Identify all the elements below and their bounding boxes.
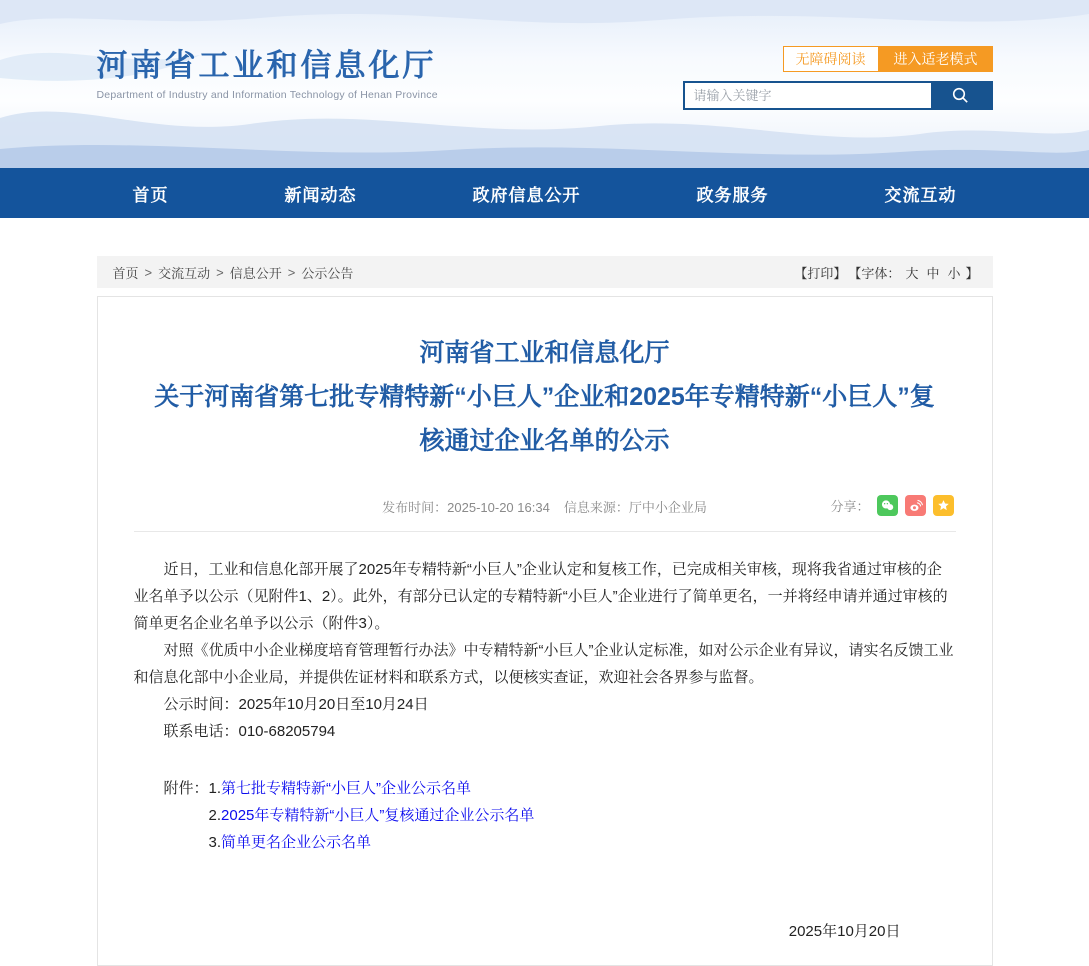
accessibility-reading-button[interactable]: 无障碍阅读 [783,46,879,72]
font-size-small-button[interactable]: 小 [947,265,961,281]
article-date: 2025年10月20日 [788,923,901,940]
attachments-label: 附件： [163,780,209,797]
publish-time: 2025-10-20 16:34 [447,500,550,515]
attachment-link-1[interactable]: 第七批专精特新“小巨人”企业公示名单 [221,780,472,797]
print-button[interactable]: 【打印】 [794,265,847,281]
nav-item-home[interactable]: 首页 [132,185,169,205]
attachment-row [134,829,956,856]
breadcrumb-interaction[interactable]: 交流互动 [158,265,211,281]
site-subtitle: Department of Industry and Information Technology of Henan Province [96,89,438,101]
font-size-label-end: 】 [965,265,979,281]
article-meta [134,497,956,519]
attachment-number: 2. [208,807,222,824]
attachment-number: 3. [208,834,222,851]
attachments-block [134,775,956,856]
site-header [0,0,1089,168]
source-label: 信息来源： [563,500,629,515]
share-favorite-star-icon[interactable] [933,495,954,516]
font-size-label: 【字体： [848,265,901,281]
contact-phone-line: 联系电话：010-68205794 [163,723,336,740]
paragraph: 近日，工业和信息化部开展了2025年专精特新“小巨人”企业认定和复核工作，已完成相关审核，现将我省通过审核的企业名单予以公示（见附件1、2）。此外，有部分已认定的专精特新“小巨人”企业进行了简单更名，一并将经申请并通过审核的简单更名企业名单予以公示（附件3）。 [133,561,948,632]
breadcrumb-separator: > [287,264,296,280]
site-title: 河南省工业和信息化厅 [96,48,437,83]
site-logo[interactable] [97,40,438,101]
search-button[interactable] [931,83,991,108]
attachment-row [134,775,956,802]
article-body [134,556,956,945]
breadcrumb-info-disclosure[interactable]: 信息公开 [229,265,282,281]
nav-item-interaction[interactable]: 交流互动 [884,185,957,205]
share-weibo-icon[interactable] [905,495,926,516]
meta-divider [134,531,956,532]
font-size-medium-button[interactable]: 中 [926,265,940,281]
publish-time-label: 发布时间： [382,500,448,515]
nav-item-gov-info[interactable]: 政府信息公开 [472,185,581,205]
source: 厅中小企业局 [628,500,707,515]
attachment-row [134,802,956,829]
attachment-link-3[interactable]: 简单更名企业公示名单 [221,834,372,851]
share-label: 分享： [830,499,870,514]
breadcrumb-separator: > [144,264,153,280]
search-input[interactable] [685,83,931,108]
article-title-line1: 河南省工业和信息化厅 [419,339,670,367]
share-wechat-icon[interactable] [877,495,898,516]
page-tools [794,263,978,282]
article-title [145,331,945,463]
font-size-large-button[interactable]: 大 [905,265,919,281]
nav-item-services[interactable]: 政务服务 [696,185,769,205]
search-icon [951,86,970,105]
search-bar [683,81,993,110]
main-navigation [0,168,1089,218]
share-toolbar [830,495,953,516]
article-title-line2: 关于河南省第七批专精特新“小巨人”企业和2025年专精特新“小巨人”复核通过企业名单的公示 [154,383,935,455]
attachment-number: 1. [208,780,222,797]
attachment-link-2[interactable]: 2025年专精特新“小巨人”复核通过企业公示名单 [221,807,535,824]
breadcrumb-announcements: 公示公告 [301,265,354,281]
breadcrumb-home[interactable]: 首页 [112,265,139,281]
breadcrumb-bar [97,256,993,288]
elder-mode-button[interactable]: 进入适老模式 [879,46,993,72]
paragraph: 对照《优质中小企业梯度培育管理暂行办法》中专精特新“小巨人”企业认定标准，如对公示企业有异议，请实名反馈工业和信息化部中小企业局，并提供佐证材料和联系方式，以便核实查证，欢迎社会各界参与监督。 [133,642,954,686]
breadcrumb [113,263,354,282]
breadcrumb-separator: > [216,264,224,280]
publicity-period-line: 公示时间：2025年10月20日至10月24日 [163,696,429,713]
nav-item-news[interactable]: 新闻动态 [284,185,357,205]
article-container [97,296,993,966]
